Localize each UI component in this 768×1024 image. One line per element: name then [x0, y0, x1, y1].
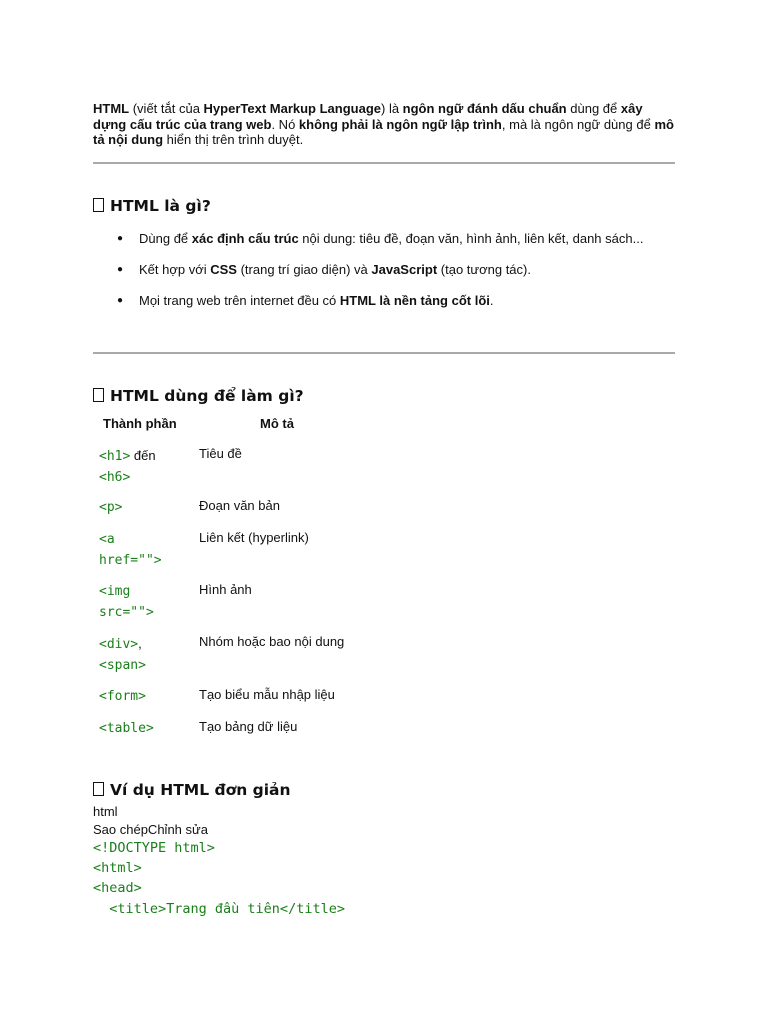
table-cell-code — [99, 634, 179, 676]
intro-bold-html: HTML — [93, 101, 130, 116]
table-cell-code — [99, 687, 179, 708]
list-bold: CSS — [210, 262, 237, 277]
list-text: Kết hợp với — [139, 262, 211, 277]
intro-text: (viết tắt của — [129, 101, 204, 116]
section-title: Ví dụ HTML đơn giản — [110, 781, 291, 799]
list-bold: HTML là nền tảng cốt lõi — [339, 293, 490, 308]
code-text: <p> — [99, 500, 123, 515]
missing-glyph-icon — [93, 198, 104, 212]
list-text: Dùng để — [139, 231, 192, 246]
code-text: <img — [99, 584, 131, 599]
section-heading — [93, 387, 304, 405]
intro-bold: HyperText Markup Language — [203, 101, 381, 116]
table-cell-code — [99, 498, 179, 519]
code-text: <h1> — [99, 449, 131, 464]
code-text: <h6> — [99, 469, 131, 485]
section-heading — [93, 197, 211, 215]
intro-bold: không phải là ngôn ngữ lập trình — [298, 116, 502, 132]
intro-bold: xây dựng cấu trúc của trang web — [93, 101, 643, 132]
table-cell-description: Hình ảnh — [199, 582, 252, 597]
code-line: <!DOCTYPE html> — [93, 840, 215, 856]
table-cell-description: Nhóm hoặc bao nội dung — [199, 634, 345, 649]
code-text: <form> — [99, 689, 146, 704]
table-cell-description: Liên kết (hyperlink) — [199, 530, 309, 545]
list-text: . — [489, 293, 494, 308]
list-item — [117, 262, 657, 277]
table-cell-description: Đoạn văn bản — [199, 498, 280, 513]
intro-bold: mô tả nội dung — [93, 116, 674, 147]
list-text: nội dung: tiêu đề, đoạn văn, hình ảnh, liên kết, danh sách... — [298, 231, 644, 246]
list-item — [117, 231, 657, 246]
code-line: <html> — [93, 860, 142, 876]
table-cell-description: Tạo biểu mẫu nhập liệu — [199, 687, 335, 702]
intro-paragraph — [93, 101, 675, 148]
table-cell-description: Tiêu đề — [199, 446, 242, 461]
code-text: <a — [99, 532, 115, 547]
code-text: src=""> — [99, 604, 154, 620]
intro-text: . Nó — [271, 116, 299, 132]
section-heading — [93, 781, 291, 799]
list-bold: JavaScript — [371, 262, 438, 277]
table-header-component: Thành phần — [103, 416, 177, 431]
code-language-label: html — [93, 804, 118, 819]
table-cell-description: Tạo bảng dữ liệu — [199, 719, 298, 734]
intro-text: , mà là ngôn ngữ dùng để — [501, 116, 655, 132]
intro-bold: ngôn ngữ đánh dấu chuẩn — [402, 101, 567, 116]
list-item — [117, 293, 657, 308]
list-text: (tạo tương tác). — [437, 262, 531, 277]
table-cell-code — [99, 446, 179, 488]
table-header-description: Mô tả — [260, 416, 294, 431]
table-cell-code — [99, 719, 179, 740]
bullet-list — [117, 231, 657, 324]
code-line: <title>Trang đầu tiên</title> — [93, 901, 345, 917]
missing-glyph-icon — [93, 388, 104, 402]
list-text: (trang trí giao diện) và — [236, 262, 372, 277]
intro-text: dùng để — [566, 101, 621, 116]
section-title: HTML là gì? — [110, 197, 211, 215]
intro-text: ) là — [381, 101, 403, 116]
code-text: <span> — [99, 657, 146, 673]
code-text: <table> — [99, 721, 154, 736]
code-actions[interactable]: Sao chépChỉnh sửa — [93, 822, 208, 837]
list-bold: xác định cấu trúc — [191, 231, 299, 246]
intro-text: hiển thị trên trình duyệt. — [163, 132, 304, 147]
cell-text: đến — [130, 448, 156, 463]
missing-glyph-icon — [93, 782, 104, 796]
code-text: href=""> — [99, 552, 162, 568]
code-text: <div> — [99, 637, 139, 652]
list-text: Mọi trang web trên internet đều có — [139, 293, 340, 308]
code-line: <head> — [93, 880, 142, 896]
table-cell-code — [99, 530, 179, 571]
divider — [93, 162, 675, 164]
divider — [93, 352, 675, 354]
section-title: HTML dùng để làm gì? — [110, 387, 304, 405]
table-cell-code — [99, 582, 179, 623]
cell-text: , — [138, 636, 142, 651]
